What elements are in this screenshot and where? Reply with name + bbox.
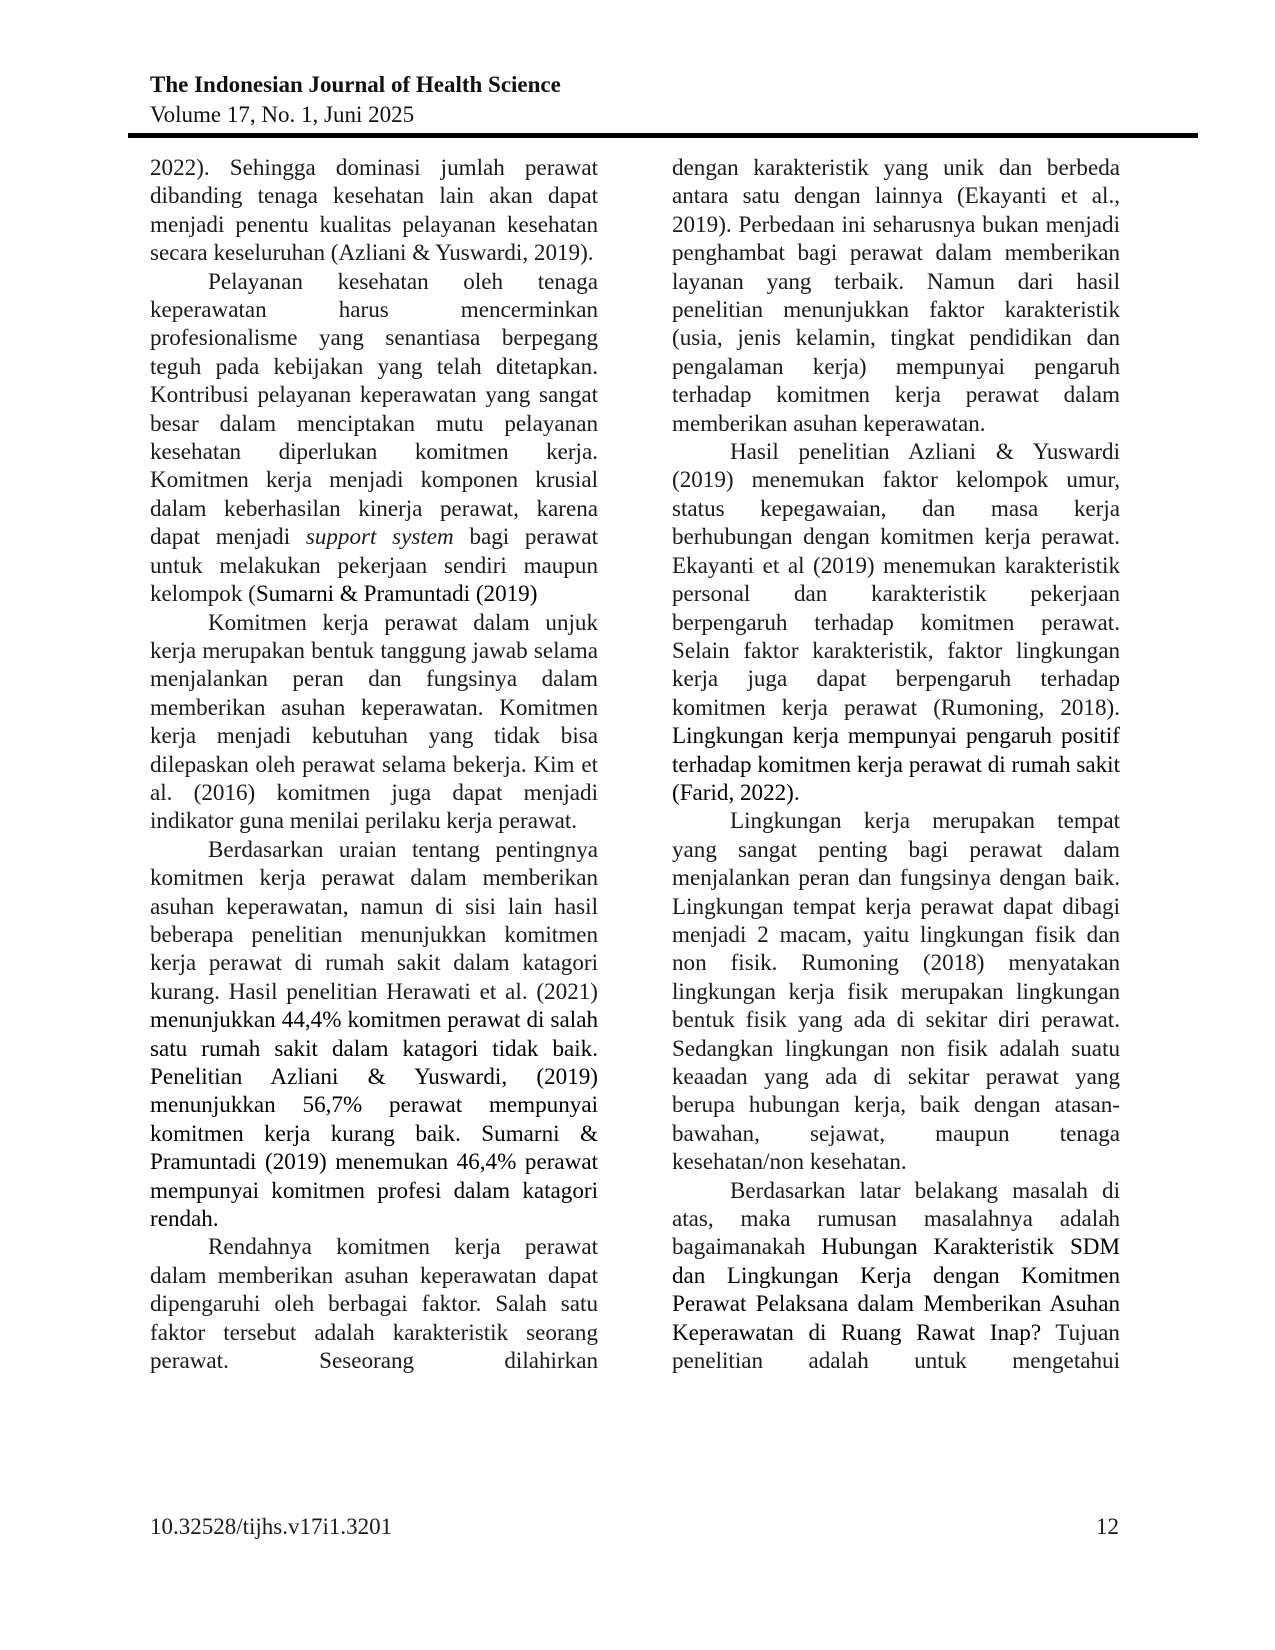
paragraph-text: Hasil penelitian Azliani & Yuswardi (2019) menemukan faktor kelompok umur, status kepegawaian, dan masa kerja berhubungan dengan komitmen kerja perawat. Ekayanti et al (2019) menemukan karakteristik personal dan karakteristik pekerjaan berpengaruh terhadap komitmen perawat. Selain faktor karakteristik, faktor lingkungan kerja juga dapat berpengaruh terhadap komitmen kerja perawat (Rumoning, 2018).: [672, 438, 1120, 720]
paragraph-text-highlight: Lingkungan kerja mempunyai pengaruh positif terhadap komitmen kerja perawat di rumah sakit (Farid, 2022).: [672, 722, 1120, 805]
paragraph-text: Pelayanan kesehatan oleh tenaga keperawatan harus mencerminkan profesionalisme yang senantiasa berpegang teguh pada kebijakan yang telah ditetapkan. Kontribusi pelayanan keperawatan yang sangat besar dalam menciptakan mutu pelayanan kesehatan diperlukan komitmen kerja. Komitmen kerja menjadi komponen krusial dalam keberhasilan kinerja perawat, karena dapat menjadi: [150, 267, 598, 550]
header-rule: [128, 133, 1198, 138]
paragraph: [672, 437, 1120, 806]
paragraph-text: Rendahnya komitmen kerja perawat dalam memberikan asuhan keperawatan dapat dipengaruhi oleh berbagai faktor. Salah satu faktor tersebut adalah karakteristik seorang perawat. Seseorang dilahirkan: [150, 1233, 598, 1374]
paragraph-text: Lingkungan kerja merupakan tempat yang sangat penting bagi perawat dalam menjalankan peran dan fungsinya dengan baik. Lingkungan tempat kerja perawat dapat dibagi menjadi 2 macam, yaitu lingkungan fisik dan non fisik. Rumoning (2018) menyatakan lingkungan kerja fisik merupakan lingkungan bentuk fisik yang ada di sekitar diri perawat. Sedangkan lingkungan non fisik adalah suatu keaadan yang ada di sekitar perawat yang berupa hubungan kerja, baik dengan atasan-bawahan, sejawat, maupun tenaga kesehatan/non kesehatan.: [672, 807, 1120, 1175]
right-column: [672, 153, 1120, 1374]
paragraph-text: dengan karakteristik yang unik dan berbeda antara satu dengan lainnya (Ekayanti et al., 2019). Perbedaan ini seharusnya bukan menjadi penghambat bagi perawat dalam memberikan layanan yang terbaik. Namun dari hasil penelitian menunjukkan faktor karakteristik (usia, jenis kelamin, tingkat pendidikan dan pengalaman kerja) mempunyai pengaruh terhadap komitmen kerja perawat dalam memberikan asuhan keperawatan.: [672, 154, 1120, 436]
paragraph-text: Komitmen kerja perawat dalam unjuk kerja merupakan bentuk tanggung jawab selama menjalankan peran dan fungsinya dalam memberikan asuhan keperawatan. Komitmen kerja menjadi kebutuhan yang tidak bisa dilepaskan oleh perawat selama bekerja. Kim et al. (2016) komitmen juga dapat menjadi indikator guna menilai perilaku kerja perawat.: [150, 608, 598, 834]
citation-text: Sumarni & Pramuntadi (2019): [255, 580, 538, 607]
journal-title: The Indonesian Journal of Health Science: [150, 72, 561, 97]
paragraph-text: bagi perawat untuk melakukan pekerjaan sendiri maupun kelompok (: [150, 523, 599, 607]
paragraph-text: Berdasarkan uraian tentang pentingnya komitmen kerja perawat dalam memberikan asuhan keperawatan, namun di sisi lain hasil beberapa penelitian menunjukkan komitmen kerja perawat di rumah sakit dalam katagori kurang. Hasil penelitian Herawati et al. (2021): [150, 835, 598, 1004]
paragraph: [150, 1232, 598, 1374]
paragraph-text-highlight: menunjukkan 44,4% komitmen perawat di salah satu rumah sakit dalam katagori tidak baik. Penelitian Azliani & Yuswardi, (2019) menunjukkan 56,7% perawat mempunyai komitmen kerja kurang baik. Sumarni & Pramuntadi (2019) menemukan 46,4% perawat mempunyai komitmen profesi dalam katagori rendah.: [150, 1006, 598, 1232]
paragraph-text: Berdasarkan latar belakang masalah di atas, maka rumusan masalahnya adalah bagaimanakah: [672, 1176, 1120, 1260]
paragraph: [672, 1176, 1120, 1375]
running-header: [150, 70, 1200, 130]
left-column: [150, 153, 598, 1374]
journal-volume-issue: Volume 17, No. 1, Juni 2025: [150, 102, 415, 127]
paragraph: [150, 153, 598, 267]
emphasis-text: support system: [305, 523, 454, 550]
paragraph: [150, 267, 598, 608]
paragraph-text: Tujuan penelitian adalah untuk mengetahui: [672, 1318, 1120, 1374]
paragraph: [150, 835, 598, 1233]
page-number: 12: [1096, 1514, 1119, 1539]
footer-doi: 10.32528/tijhs.v17i1.3201: [150, 1514, 393, 1539]
paragraph-text: 2022). Sehingga dominasi jumlah perawat dibanding tenaga kesehatan lain akan dapat menjadi penentu kualitas pelayanan kesehatan secara keseluruhan (Azliani & Yuswardi, 2019).: [150, 154, 598, 266]
paragraph: [150, 608, 598, 835]
paragraph: [672, 806, 1120, 1175]
research-question-text: Hubungan Karakteristik SDM dan Lingkungan Kerja dengan Komitmen Perawat Pelaksana dalam Memberikan Asuhan Keperawatan di Ruang Rawat Inap?: [672, 1233, 1121, 1345]
paragraph: [672, 153, 1120, 437]
